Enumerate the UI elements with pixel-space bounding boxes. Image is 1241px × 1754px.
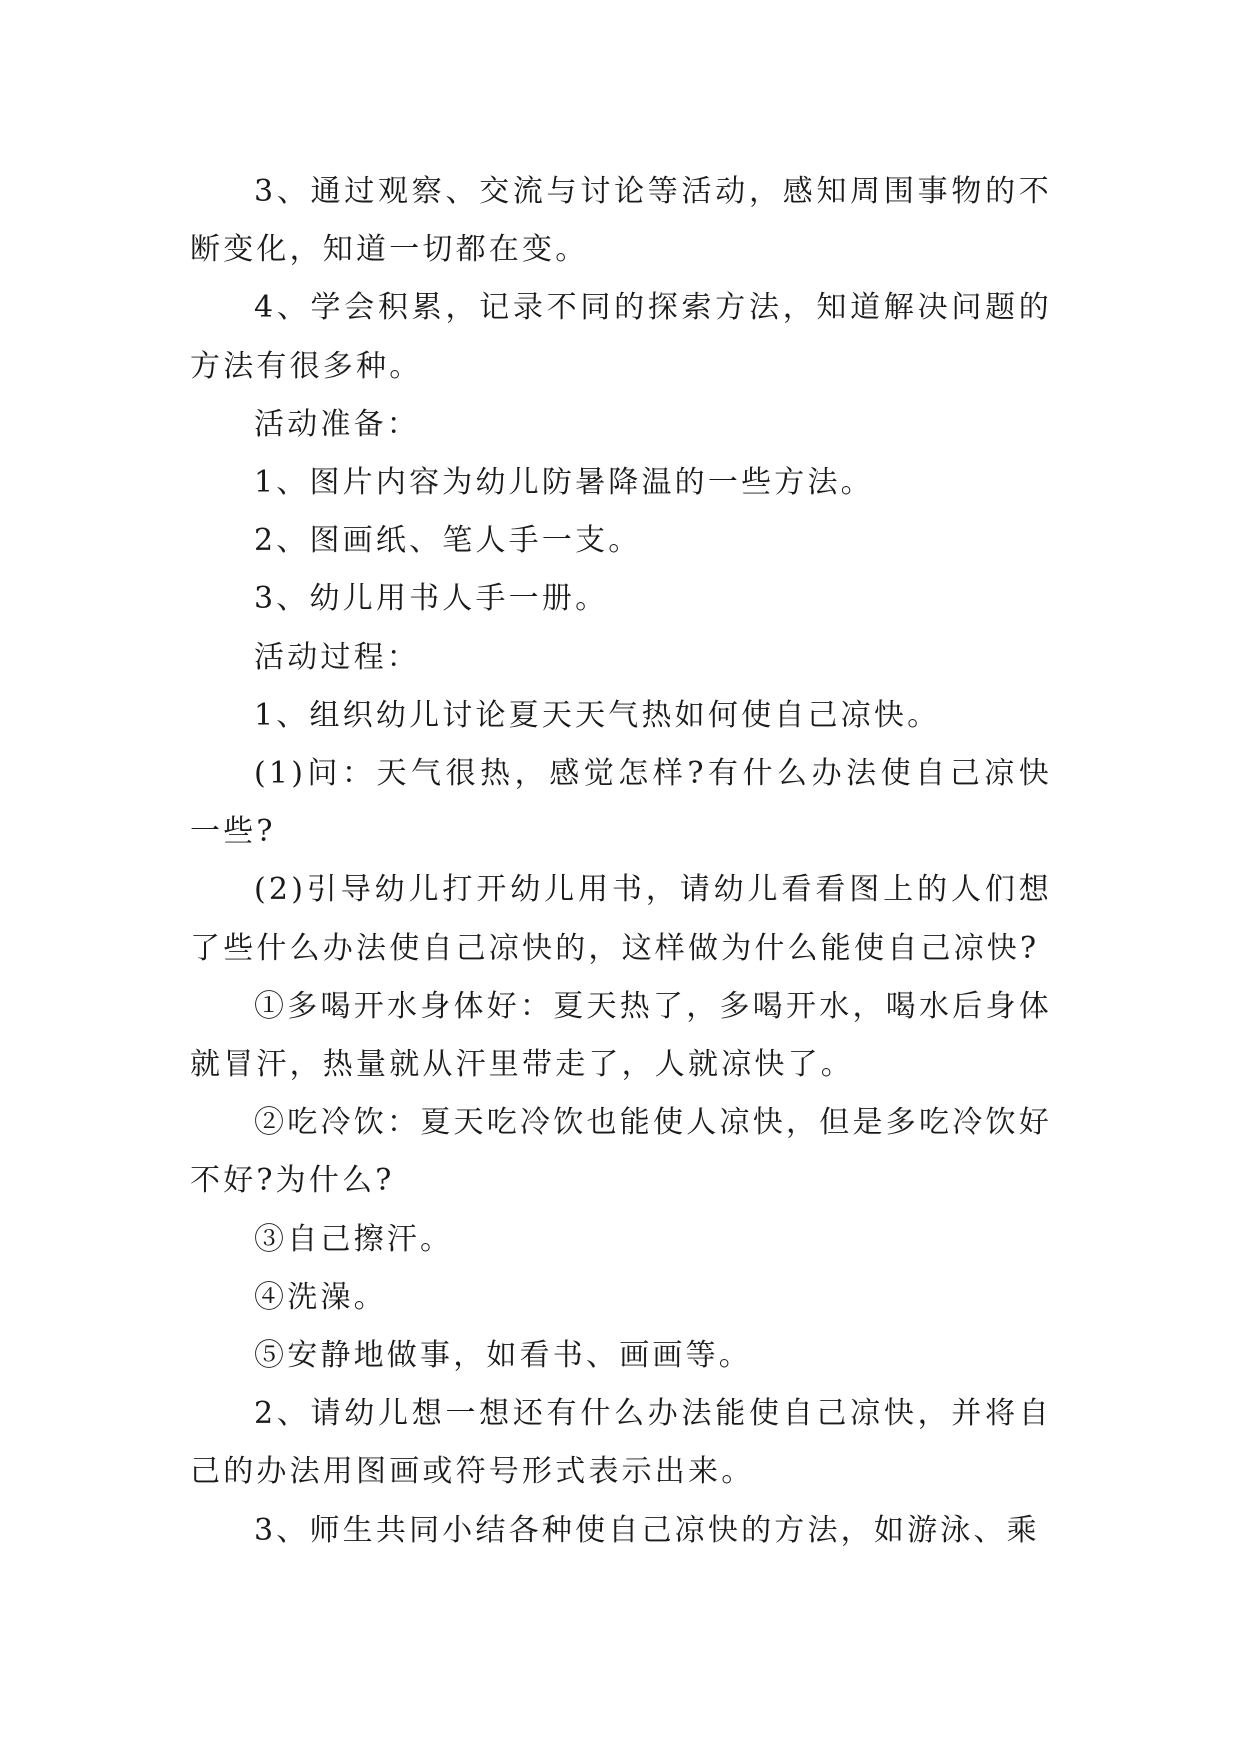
paragraph: (2)引导幼儿打开幼儿用书，请幼儿看看图上的人们想了些什么办法使自己凉快的，这样做为什么能使自己凉快? [190, 872, 1052, 966]
section-heading: 活动过程： [254, 639, 420, 675]
list-item: 2、图画纸、笔人手一支。 [254, 523, 642, 559]
list-item: 3、师生共同小结各种使自己凉快的方法，如游泳、乘 [254, 1512, 1040, 1548]
paragraph: 3、通过观察、交流与讨论等活动，感知周围事物的不断变化，知道一切都在变。 [190, 174, 1052, 268]
section-heading: 活动准备： [254, 406, 420, 442]
list-item: 1、图片内容为幼儿防暑降温的一些方法。 [254, 465, 874, 501]
list-item: 1、组织幼儿讨论夏天天气热如何使自己凉快。 [254, 697, 941, 733]
paragraph: ③自己擦汗。 [254, 1221, 454, 1257]
paragraph: 4、学会积累，记录不同的探索方法，知道解决问题的方法有很多种。 [190, 290, 1052, 384]
paragraph: (1)问：天气很热，感觉怎样?有什么办法使自己凉快一些? [190, 756, 1052, 850]
paragraph: ⑤安静地做事，如看书、画画等。 [254, 1338, 752, 1374]
document-page [190, 163, 1052, 1560]
paragraph: ④洗澡。 [254, 1279, 387, 1315]
paragraph: ①多喝开水身体好：夏天热了，多喝开水，喝水后身体就冒汗，热量就从汗里带走了，人就凉快了。 [190, 988, 1052, 1083]
list-item: 3、幼儿用书人手一册。 [254, 581, 609, 617]
paragraph: ②吃冷饮：夏天吃冷饮也能使人凉快，但是多吃冷饮好不好?为什么? [190, 1105, 1052, 1199]
list-item: 2、请幼儿想一想还有什么办法能使自己凉快，并将自己的办法用图画或符号形式表示出来。 [190, 1396, 1052, 1490]
